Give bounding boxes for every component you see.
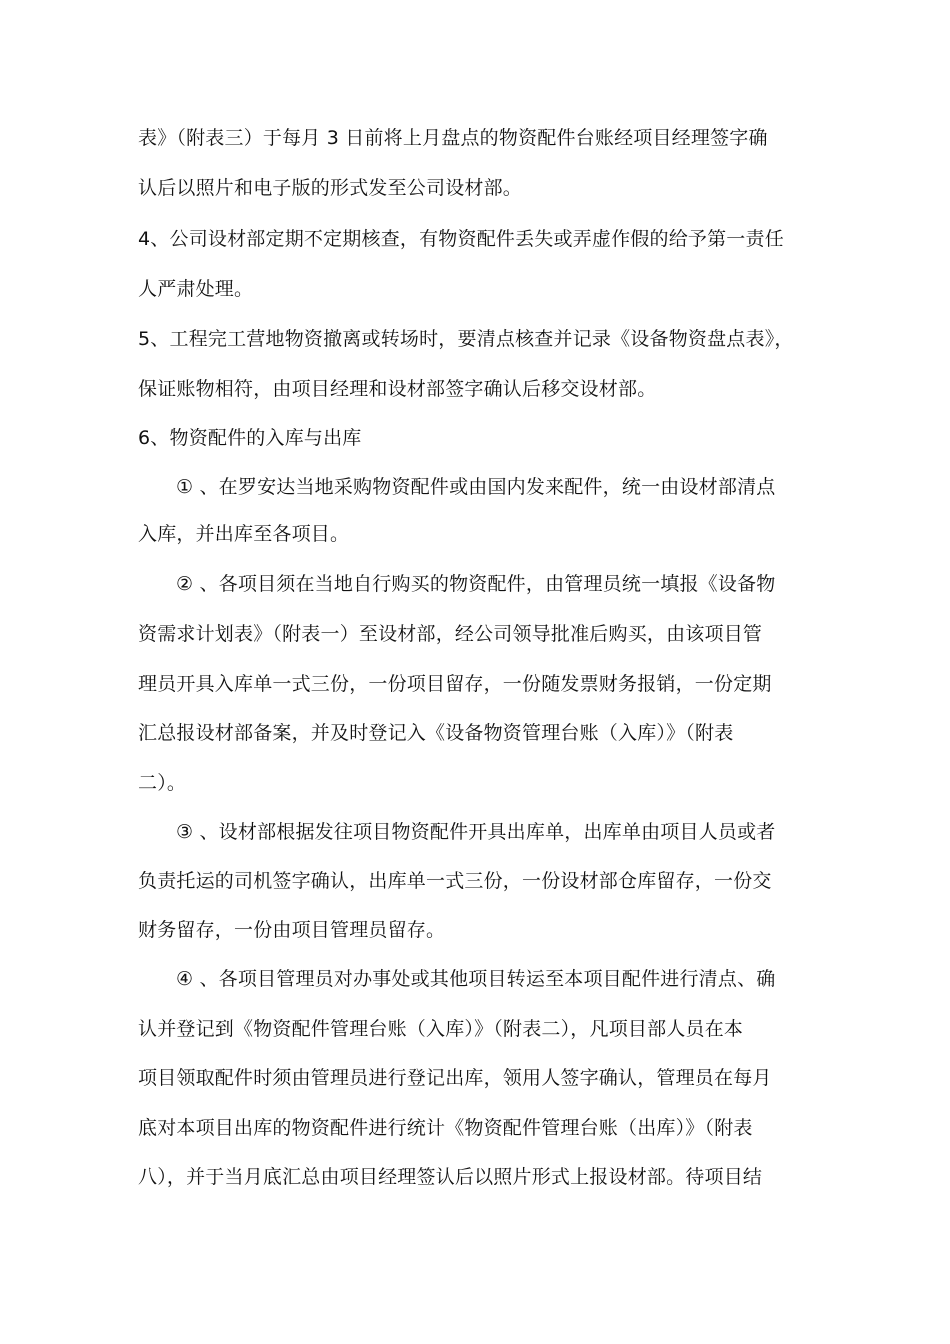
text-line-22: 八），并于当月底汇总由项目经理签认后以照片形式上报设材部。待项目结 bbox=[138, 1166, 763, 1188]
text-line-3: 4、公司设材部定期不定期核查，有物资配件丢失或弄虚作假的给予第一责任 bbox=[138, 228, 784, 250]
text-line-13: 汇总报设材部备案，并及时登记入《设备物资管理台账（入库）》（附表 bbox=[138, 722, 734, 744]
text-line-6: 保证账物相符，由项目经理和设材部签字确认后移交设材部。 bbox=[138, 378, 657, 400]
text-line-1: 表》（附表三）于每月 3 日前将上月盘点的物资配件台账经项目经理签字确 bbox=[138, 127, 768, 149]
text-line-19: 认并登记到《物资配件管理台账（入库）》（附表二），凡项目部人员在本 bbox=[138, 1018, 744, 1040]
text-line-18: ④ 、各项目管理员对办事处或其他项目转运至本项目配件进行清点、确 bbox=[176, 968, 776, 990]
text-line-17: 财务留存，一份由项目管理员留存。 bbox=[138, 919, 446, 941]
section-heading: 6、物资配件的入库与出库 bbox=[138, 427, 362, 449]
text-line-4: 人严肃处理。 bbox=[138, 278, 254, 300]
text-line-15: ③ 、设材部根据发往项目物资配件开具出库单，出库单由项目人员或者 bbox=[176, 821, 776, 843]
text-line-9: 入库，并出库至各项目。 bbox=[138, 523, 350, 545]
text-line-2: 认后以照片和电子版的形式发至公司设材部。 bbox=[138, 177, 523, 199]
text-line-20: 项目领取配件时须由管理员进行登记出库，领用人签字确认，管理员在每月 bbox=[138, 1067, 772, 1089]
text-line-12: 理员开具入库单一式三份，一份项目留存，一份随发票财务报销，一份定期 bbox=[138, 673, 772, 695]
text-line-11: 资需求计划表》（附表一）至设材部，经公司领导批准后购买，由该项目管 bbox=[138, 623, 763, 645]
text-line-14: 二）。 bbox=[138, 772, 187, 794]
text-line-8: ① 、在罗安达当地采购物资配件或由国内发来配件，统一由设材部清点 bbox=[176, 476, 776, 498]
text-line-5: 5、工程完工营地物资撤离或转场时，要清点核查并记录《设备物资盘点表》， bbox=[138, 328, 794, 350]
text-line-10: ② 、各项目须在当地自行购买的物资配件，由管理员统一填报《设备物 bbox=[176, 573, 776, 595]
text-line-21: 底对本项目出库的物资配件进行统计《物资配件管理台账（出库）》（附表 bbox=[138, 1117, 753, 1139]
text-line-16: 负责托运的司机签字确认，出库单一式三份，一份设材部仓库留存，一份交 bbox=[138, 870, 772, 892]
